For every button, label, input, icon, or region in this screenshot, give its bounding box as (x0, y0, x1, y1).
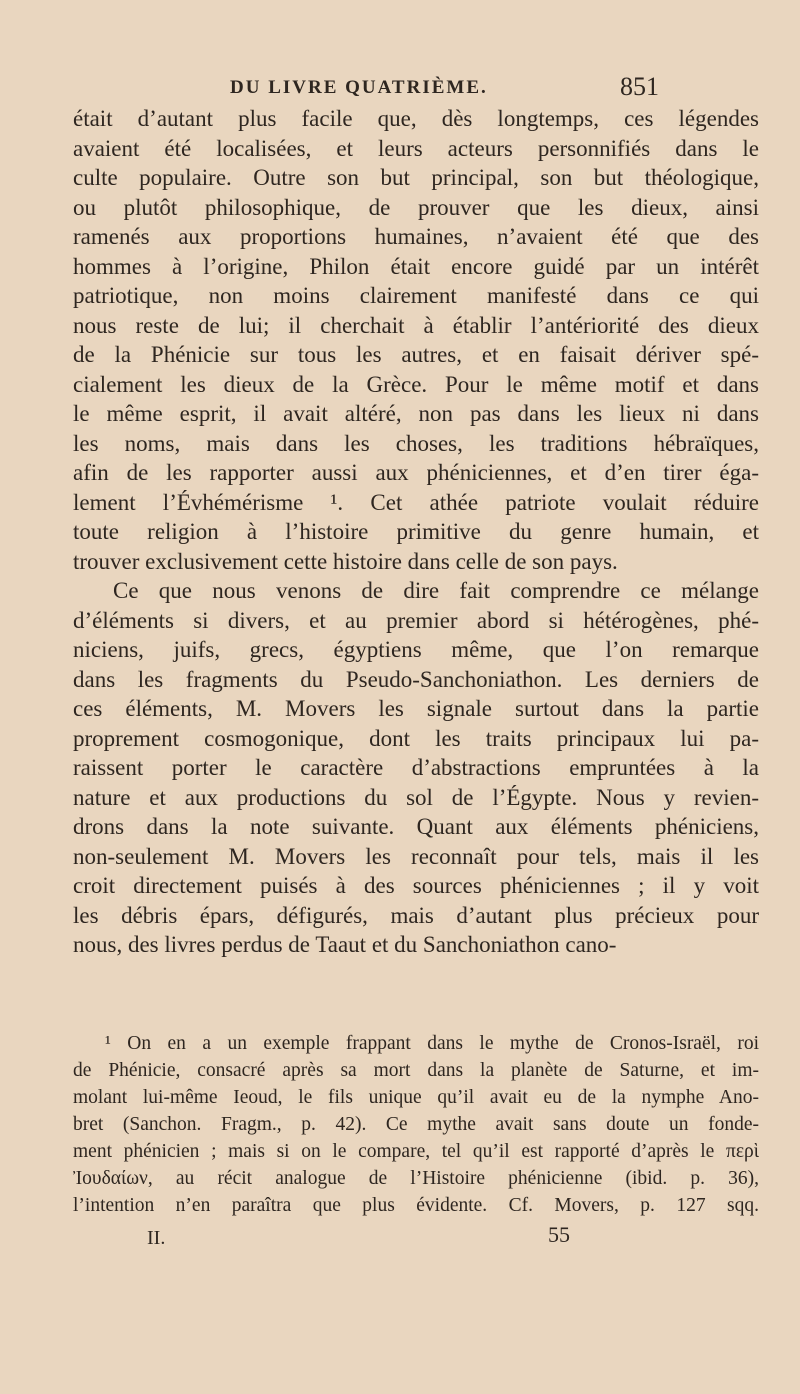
footnote-line: ment phénicien ; mais si on le compare, tel qu’il est rapporté d’après le περὶ (73, 1141, 759, 1162)
footnote-line: Ἰουδαίων, au récit analogue de l’Histoire phénicienne (ibid. p. 36), (73, 1168, 759, 1189)
text-line: afin de les rapporter aussi aux phéniciennes, et d’en tirer éga- (73, 460, 759, 485)
text-line: nous, des livres perdus de Taaut et du Sanchoniathon cano- (73, 932, 617, 957)
text-line: le même esprit, il avait altéré, non pas dans les lieux ni dans (73, 401, 759, 426)
text-line: cialement les dieux de la Grèce. Pour le même motif et dans (73, 371, 759, 397)
footnote-line: de Phénicie, consacré après sa mort dans la planète de Saturne, et im- (73, 1060, 759, 1081)
text-line: non-seulement M. Movers les reconnaît pour tels, mais il les (73, 843, 759, 869)
footnote-line: bret (Sanchon. Fragm., p. 42). Ce mythe avait sans doute un fonde- (73, 1114, 759, 1135)
footnote-line: ¹ On en a un exemple frappant dans le mythe de Cronos-Israël, roi (105, 1033, 759, 1054)
text-line: raissent porter le caractère d’abstractions empruntées à la (73, 755, 759, 780)
text-line: croit directement puisés à des sources phéniciennes ; il y voit (73, 873, 759, 898)
signature-sheet: 55 (548, 1222, 570, 1247)
page-number: 851 (620, 72, 659, 101)
text-line: ces éléments, M. Movers les signale surtout dans la partie (73, 696, 759, 721)
text-line: les noms, mais dans les choses, les traditions hébraïques, (73, 430, 759, 456)
body-text (73, 104, 759, 960)
running-title: DU LIVRE QUATRIÈME. (230, 77, 488, 98)
text-line: de la Phénicie sur tous les autres, et en faisait dériver spé- (73, 342, 759, 367)
text-line: d’éléments si divers, et au premier abord si hétérogènes, phé- (73, 607, 759, 633)
text-line: lement l’Évhémérisme ¹. Cet athée patriote voulait réduire (73, 489, 759, 515)
text-line: toute religion à l’histoire primitive du genre humain, et (73, 519, 759, 544)
footnote-line: molant lui-même Ieoud, le fils unique qu’il avait eu de la nymphe Ano- (73, 1087, 759, 1108)
text-line: avaient été localisées, et leurs acteurs personnifiés dans le (73, 135, 759, 161)
footnote-line: l’intention n’en paraîtra que plus évidente. Cf. Movers, p. 127 sqq. (73, 1195, 759, 1216)
text-line: drons dans la note suivante. Quant aux éléments phéniciens, (73, 814, 759, 839)
text-line: trouver exclusivement cette histoire dans celle de son pays. (73, 548, 618, 574)
text-line: Ce que nous venons de dire fait comprendre ce mélange (113, 578, 759, 603)
text-line: était d’autant plus facile que, dès longtemps, ces légendes (73, 106, 759, 131)
text-line: nous reste de lui; il cherchait à établir l’antériorité des dieux (73, 312, 759, 338)
footnote (73, 1030, 759, 1219)
text-line: nature et aux productions du sol de l’Égypte. Nous y revien- (73, 784, 759, 810)
text-line: niciens, juifs, grecs, égyptiens même, que l’on remarque (73, 637, 759, 662)
text-line: patriotique, non moins clairement manifesté dans ce qui (73, 283, 759, 308)
text-line: les débris épars, défigurés, mais d’autant plus précieux pour (73, 902, 759, 928)
text-line: culte populaire. Outre son but principal, son but théologique, (73, 165, 759, 190)
text-line: ramenés aux proportions humaines, n’avaient été que des (73, 224, 759, 249)
text-line: dans les fragments du Pseudo-Sanchoniathon. Les derniers de (73, 666, 759, 692)
text-line: hommes à l’origine, Philon était encore guidé par un intérêt (73, 253, 759, 279)
signature-volume: II. (147, 1227, 166, 1249)
text-line: proprement cosmogonique, dont les traits principaux lui pa- (73, 725, 759, 751)
text-line: ou plutôt philosophique, de prouver que les dieux, ainsi (73, 194, 759, 220)
